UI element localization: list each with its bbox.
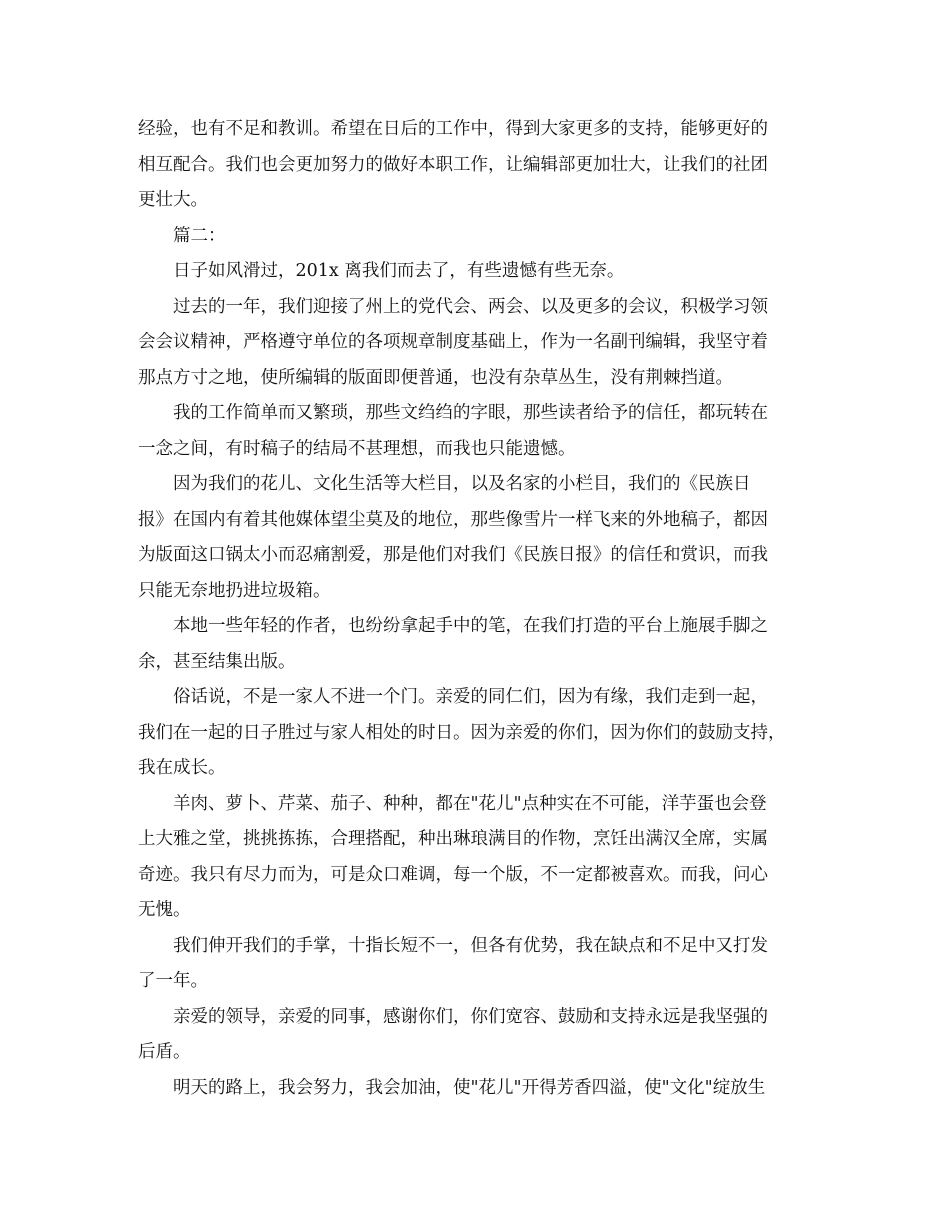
text-line: 日子如风滑过，201x 离我们而去了，有些遗憾有些无奈。 <box>173 261 625 281</box>
text-line: 只能无奈地扔进垃圾箱。 <box>138 580 331 601</box>
text-line: 余，甚至结集出版。 <box>138 651 296 672</box>
text-line: 本地一些年轻的作者，也纷纷拿起手中的笔，在我们打造的平台上施展手脚之 <box>173 616 768 636</box>
text-line: 过去的一年，我们迎接了州上的党代会、两会、以及更多的会议，积极学习领 <box>173 296 768 317</box>
text-line: 因为我们的花儿、文化生活等大栏目，以及名家的小栏目，我们的《民族日 <box>173 474 751 494</box>
text-line: 俗话说，不是一家人不进一个门。亲爱的同仁们，因为有缘，我们走到一起， <box>173 687 768 707</box>
text-line: 为版面这口锅太小而忍痛割爱，那是他们对我们《民族日报》的信任和赏识，而我 <box>138 545 768 565</box>
text-line: 我们在一起的日子胜过与家人相处的时日。因为亲爱的你们，因为你们的鼓励支持， <box>138 722 786 743</box>
text-line: 奇迹。我只有尽力而为，可是众口难调，每一个版，不一定都被喜欢。而我，问心 <box>138 864 768 885</box>
text-line: 无愧。 <box>138 900 191 920</box>
text-line: 会会议精神，严格遵守单位的各项规章制度基础上，作为一名副刊编辑，我坚守着 <box>138 332 768 352</box>
text-line: 更壮大。 <box>138 190 208 210</box>
document-body <box>138 112 818 1106</box>
text-line: 羊肉、萝卜、芹菜、茄子、种种，都在"花儿"点种实在不可能，洋芋蛋也会登 <box>173 793 767 814</box>
text-line: 相互配合。我们也会更加努力的做好本职工作，让编辑部更加壮大，让我们的社团 <box>138 154 768 175</box>
text-line: 篇二： <box>173 225 226 246</box>
text-line: 报》在国内有着其他媒体望尘莫及的地位，那些像雪片一样飞来的外地稿子，都因 <box>138 509 768 530</box>
text-line: 我的工作简单而又繁琐，那些文绉绉的字眼，那些读者给予的信任，都玩转在 <box>173 403 768 423</box>
text-line: 后盾。 <box>138 1042 191 1062</box>
text-line: 了一年。 <box>138 971 208 991</box>
text-line: 明天的路上，我会努力，我会加油，使"花儿"开得芳香四溢，使"文化"绽放生 <box>173 1077 766 1098</box>
text-line: 那点方寸之地，使所编辑的版面即便普通，也没有杂草丛生，没有荆棘挡道。 <box>138 367 733 388</box>
text-line: 亲爱的领导，亲爱的同事，感谢你们，你们宽容、鼓励和支持永远是我坚强的 <box>173 1006 768 1027</box>
text-line: 上大雅之堂，挑挑拣拣，合理搭配，种出琳琅满目的作物，烹饪出满汉全席，实属 <box>138 829 768 849</box>
text-line: 我在成长。 <box>138 758 226 778</box>
text-line: 我们伸开我们的手掌，十指长短不一，但各有优势，我在缺点和不足中又打发 <box>173 935 768 956</box>
text-line: 经验，也有不足和教训。希望在日后的工作中，得到大家更多的支持，能够更好的 <box>138 119 768 139</box>
text-line: 一念之间，有时稿子的结局不甚理想，而我也只能遗憾。 <box>138 438 576 459</box>
